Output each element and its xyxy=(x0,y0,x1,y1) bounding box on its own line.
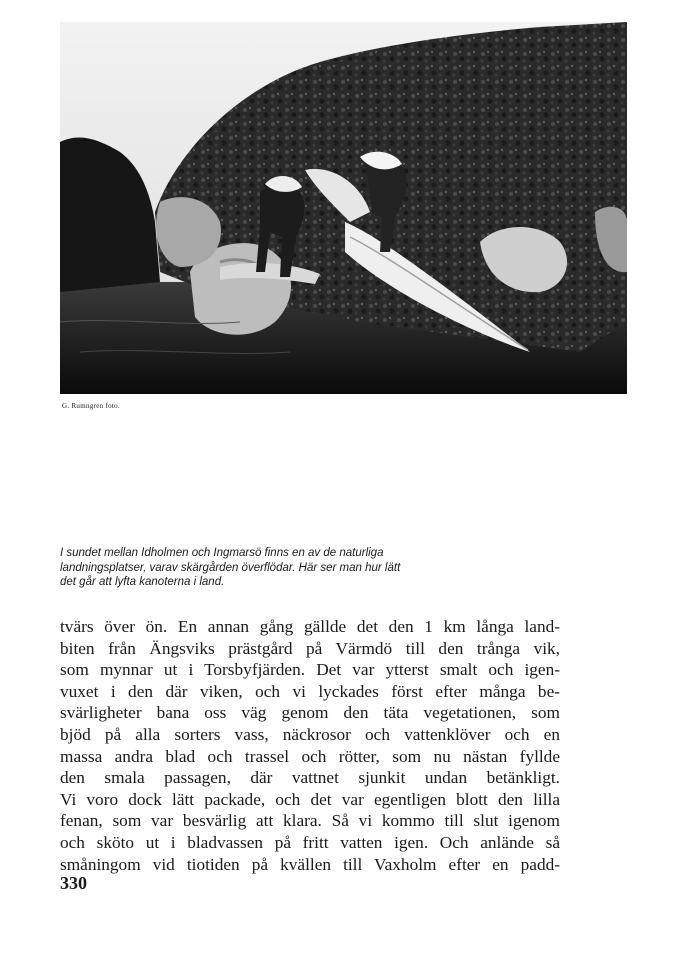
body-line: som mynnar ut i Torsbyfjärden. Det var ytterst smalt och igen- xyxy=(60,660,560,680)
body-line: bjöd på alla sorters vass, näckrosor och vattenklöver och en xyxy=(60,724,560,744)
body-line: småningom vid tiotiden på kvällen till Vaxholm efter en padd- xyxy=(60,854,560,874)
body-line: Vi voro dock lätt packade, och det var egentligen blott den lilla xyxy=(60,789,560,809)
page-number: 330 xyxy=(60,873,87,893)
caption-line: det går att lyfta kanoterna i land. xyxy=(60,576,225,588)
photo-caption xyxy=(60,546,490,590)
body-line: och sköto ut i bladvassen på fritt vatten igen. Och anlände så xyxy=(60,832,560,852)
photo-credit: G. Rumngren foto. xyxy=(62,402,120,410)
body-line: vuxet i den där viken, och vi lyckades först efter många be- xyxy=(60,681,560,701)
kayak-landing-photo xyxy=(60,22,627,394)
caption-line: I sundet mellan Idholmen och Ingmarsö finns en av de naturliga xyxy=(60,547,384,559)
body-line: fenan, som var besvärlig att klara. Så vi kommo till slut igenom xyxy=(60,811,560,831)
body-line: den smala passagen, där vattnet sjunkit undan betänkligt. xyxy=(60,768,560,788)
body-line: svärligheter bana oss väg genom den täta vegetationen, som xyxy=(60,703,560,723)
photo-illustration xyxy=(60,22,627,394)
body-paragraph xyxy=(60,616,560,875)
body-line: biten från Ängsviks prästgård på Värmdö till den trånga vik, xyxy=(60,638,560,658)
caption-line: landningsplatser, varav skärgården överflödar. Här ser man hur lätt xyxy=(60,561,401,574)
body-line: massa andra blad och trassel och rötter, som nu nästan fyllde xyxy=(60,746,560,766)
body-line: tvärs över ön. En annan gång gällde det den 1 km långa land- xyxy=(60,617,560,636)
